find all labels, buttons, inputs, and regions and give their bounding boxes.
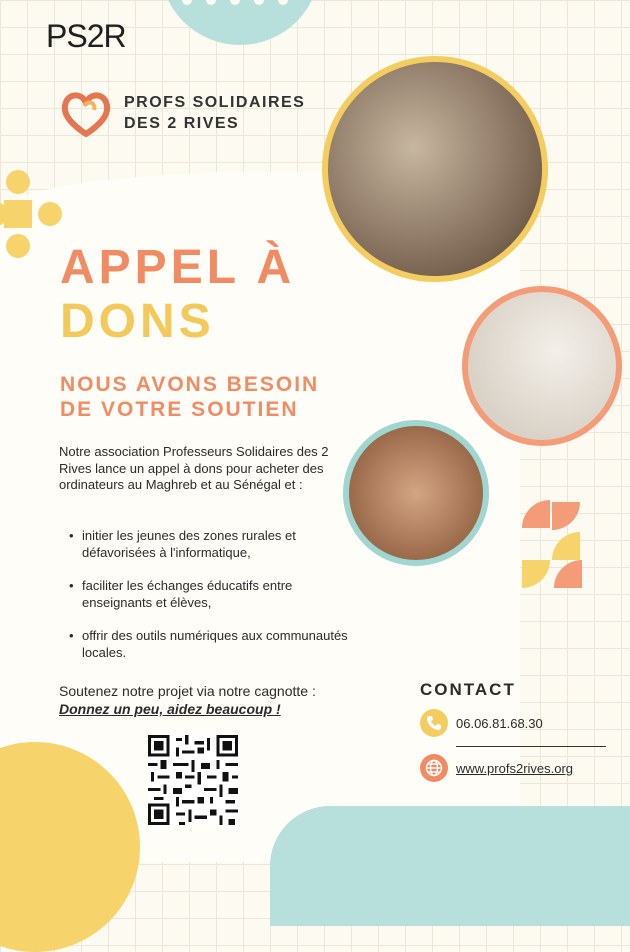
contact-title: CONTACT [420, 680, 516, 699]
subtitle-line2: DE VOTRE SOUTIEN [60, 398, 299, 421]
teal-decoration-top [160, 0, 320, 45]
list-item: • initier les jeunes des zones rurales et défavorisées à l'informatique, [60, 528, 350, 561]
ps2r-logo-mark [44, 15, 126, 55]
phone-icon [420, 709, 448, 737]
globe-icon [420, 754, 448, 782]
photo-smiling-children [343, 420, 489, 566]
intro-paragraph: Notre association Professeurs Solidaires des 2 Rives lance un appel à dons pour acheter des ordinateurs au Maghreb et au Sénégal et : [59, 444, 329, 492]
photo-girl-tablet [462, 286, 622, 446]
organization-name [124, 92, 305, 134]
subtitle [60, 372, 390, 422]
heart-logo-icon [60, 88, 112, 138]
title-line2: DONS [60, 295, 215, 348]
org-name-line2: DES 2 RIVES [124, 115, 240, 132]
slogan-link[interactable]: Donnez un peu, aidez beaucoup ! [59, 701, 281, 717]
title-line1: APPEL À [60, 241, 296, 294]
qr-code-icon[interactable] [148, 735, 238, 825]
support-text: Soutenez notre projet via notre cagnotte : [59, 683, 316, 699]
subtitle-line1: NOUS AVONS BESOIN [60, 373, 320, 396]
orange-yellow-shapes-decoration-icon [520, 500, 600, 590]
phone-number[interactable]: 06.06.81.68.30 [456, 716, 543, 731]
list-item: • offrir des outils numériques aux communautés locales. [60, 628, 350, 661]
contact-divider [456, 746, 606, 747]
photo-students-computer [322, 56, 548, 282]
goals-list [60, 528, 350, 678]
org-name-line1: PROFS SOLIDAIRES [124, 94, 306, 111]
svg-text:PS2R: PS2R [46, 18, 126, 54]
website-link[interactable]: www.profs2rives.org [456, 761, 574, 776]
ps2r-logo [44, 15, 126, 64]
teal-decoration-bottom-right [270, 806, 630, 926]
list-item: • faciliter les échanges éducatifs entre enseignants et élèves, [60, 578, 350, 611]
